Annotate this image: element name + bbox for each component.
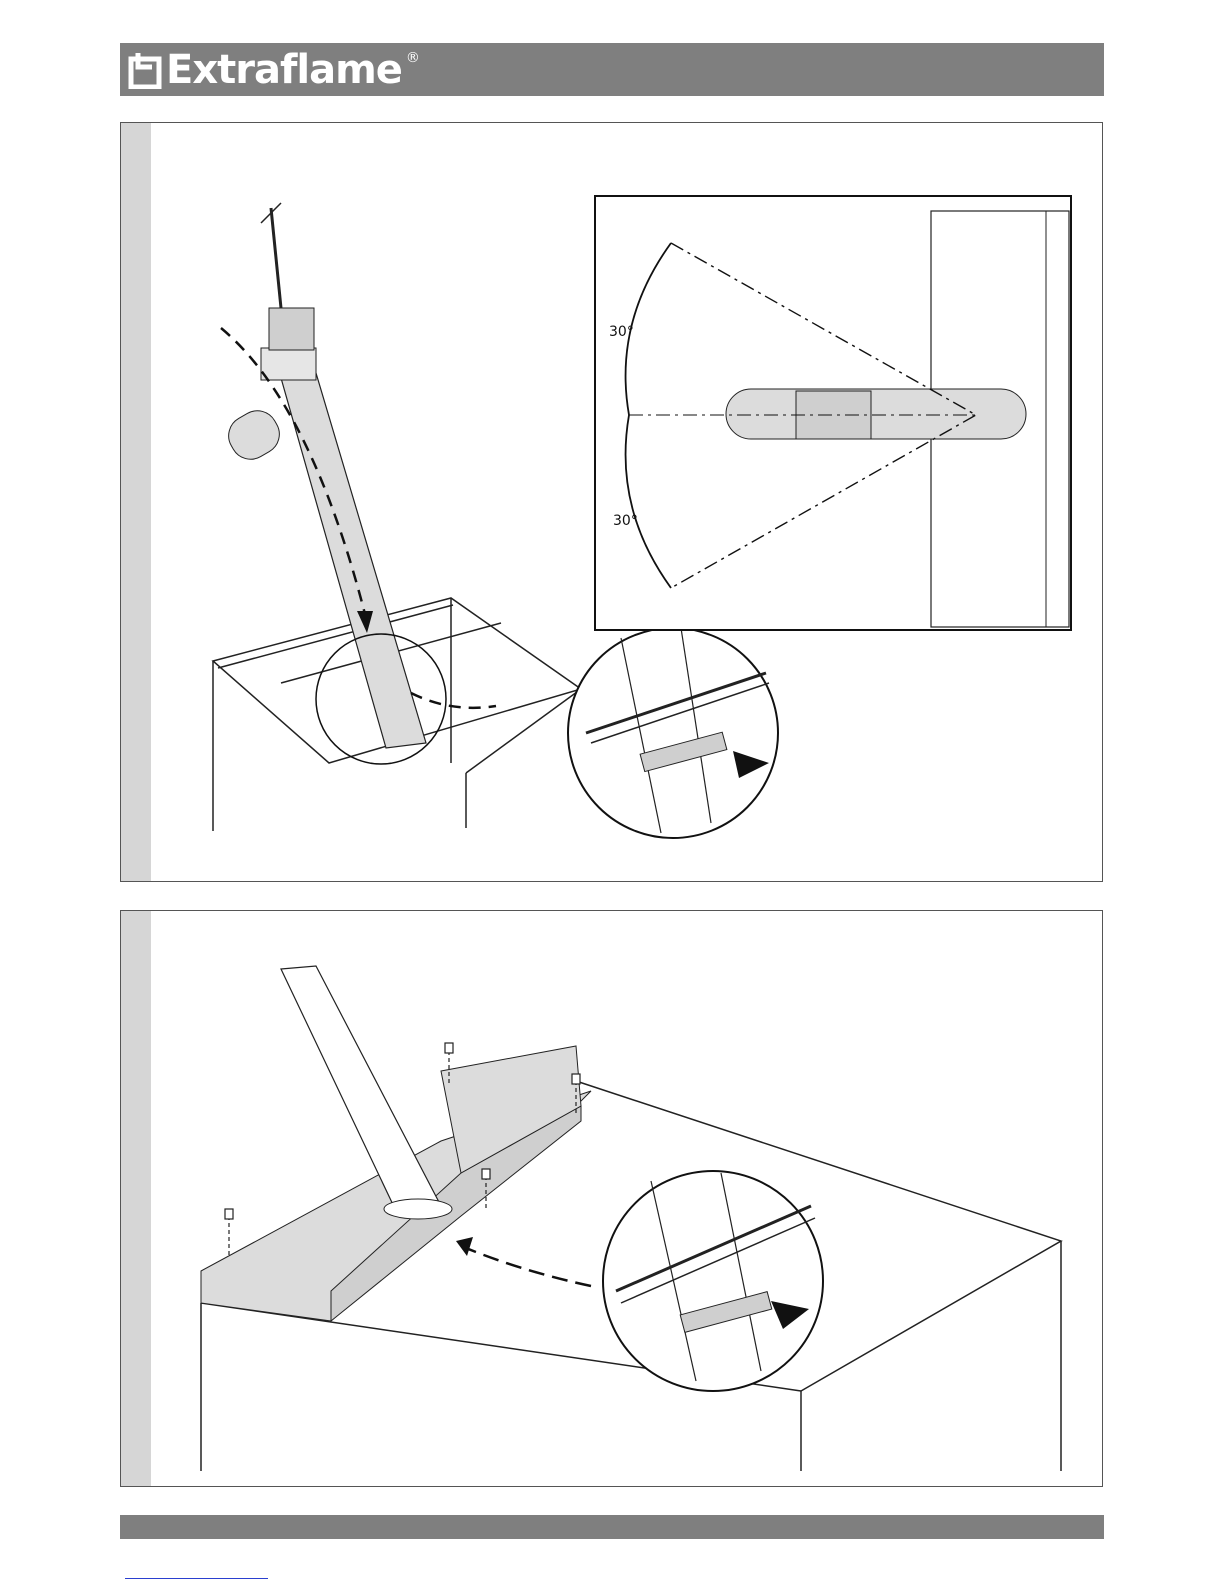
auger-pipe-drawing	[281, 966, 441, 1211]
figure-panel-auger-angle	[120, 122, 1103, 882]
footer-bar	[120, 1515, 1104, 1539]
brand-name: Extraflame	[166, 47, 402, 93]
callout-arrowhead	[456, 1237, 473, 1256]
brand-logo	[128, 46, 420, 94]
auger-installation-drawing	[121, 123, 1104, 883]
angle-label-bottom: 30°	[613, 513, 638, 529]
angle-label-top: 30°	[609, 324, 634, 340]
footer-link-underline[interactable]	[125, 1578, 268, 1579]
detail-circle-large	[568, 628, 778, 838]
figure-panel-cover-assembly	[120, 910, 1103, 1487]
detail-callout-arrow	[411, 693, 496, 708]
auger-pipe-drawing	[221, 203, 426, 748]
extraflame-logo-icon	[128, 51, 162, 89]
registered-mark: ®	[405, 50, 420, 66]
top-view-inset	[595, 196, 1071, 630]
detail-circle-large	[603, 1171, 823, 1391]
cover-assembly-drawing	[121, 911, 1104, 1488]
pipe-opening	[384, 1199, 452, 1219]
detail-callout-arrow	[461, 1246, 591, 1286]
